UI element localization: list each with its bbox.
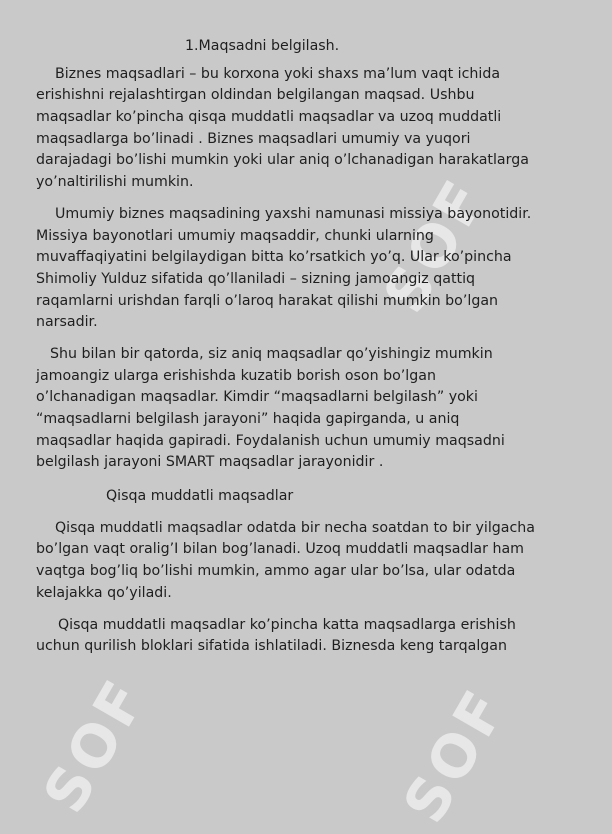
text-line: muvaffaqiyatini belgilaydigan bitta ko’rsatkich yo’q. Ular ko’pincha [36,249,512,266]
text-line: erishishni rejalashtirgan oldindan belgilangan maqsad. Ushbu [36,87,475,104]
text-line: maqsadlarga bo’linadi . Biznes maqsadlari umumiy va yuqori [36,130,471,147]
text-line: Missiya bayonotlari umumiy maqsaddir, chunki ularning [36,227,434,244]
paragraph [36,64,581,194]
text-line: raqamlarni urishdan farqli o’laroq harakat qilishi mumkin bo’lgan [36,292,499,309]
paragraph [36,615,581,658]
text-line: Biznes maqsadlari – bu korxona yoki shaxs ma’lum vaqt ichida [55,65,501,82]
text-line: “maqsadlarni belgilash jarayoni” haqida gapirganda, u aniq [36,411,460,427]
text-line: narsadir. [36,314,98,331]
text-line: darajadagi bo’lishi mumkin yoki ular aniq o’lchanadigan harakatlarga [36,152,529,169]
text-line: belgilash jarayoni SMART maqsadlar jarayonidir . [36,454,384,471]
text-line: yo’naltirilishi mumkin. [36,174,194,191]
text-line: Shimoliy Yulduz sifatida qo’llaniladi – sizning jamoangiz qattiq [36,270,476,287]
text-line: uchun qurilish bloklari sifatida ishlatiladi. Biznesda keng tarqalgan [36,638,507,655]
text-line: Qisqa muddatli maqsadlar odatda bir necha soatdan to bir yilgacha [55,519,535,536]
text-line: o’lchanadigan maqsadlar. Kimdir “maqsadlarni belgilash” yoki [36,389,478,406]
section-heading: 1.Maqsadni belgilash. [185,38,340,54]
text-line: kelajakka qo’yiladi. [36,584,172,601]
watermark-logo: SOF [30,666,161,824]
text-line: maqsadlar haqida gapiradi. Foydalanish uchun umumiy maqsadni [36,432,505,449]
text-line: bo’lgan vaqt oralig’I bilan bog’lanadi. Uzoq muddatli maqsadlar ham [36,541,524,558]
document-body [36,36,581,658]
text-line: maqsadlar ko’pincha qisqa muddatli maqsadlar va uzoq muddatli [36,109,502,126]
text-line: Qisqa muddatli maqsadlar ko’pincha katta maqsadlarga erishish [58,616,516,633]
text-line: Shu bilan bir qatorda, siz aniq maqsadlar qo’yishingiz mumkin [50,345,493,362]
paragraph [36,518,581,605]
subsection-heading: Qisqa muddatli maqsadlar [106,488,294,505]
text-line: jamoangiz ularga erishishda kuzatib borish oson bo’lgan [36,367,436,384]
text-line: vaqtga bog’liq bo’lishi mumkin, ammo agar ular bo’lsa, ular odatda [36,563,516,580]
paragraph [36,204,581,334]
watermark-logo: SOF [370,166,501,324]
paragraph [36,344,581,474]
text-line: Umumiy biznes maqsadining yaxshi namunasi missiya bayonotidir. [55,205,532,222]
watermark-logo: SOF [390,676,521,834]
